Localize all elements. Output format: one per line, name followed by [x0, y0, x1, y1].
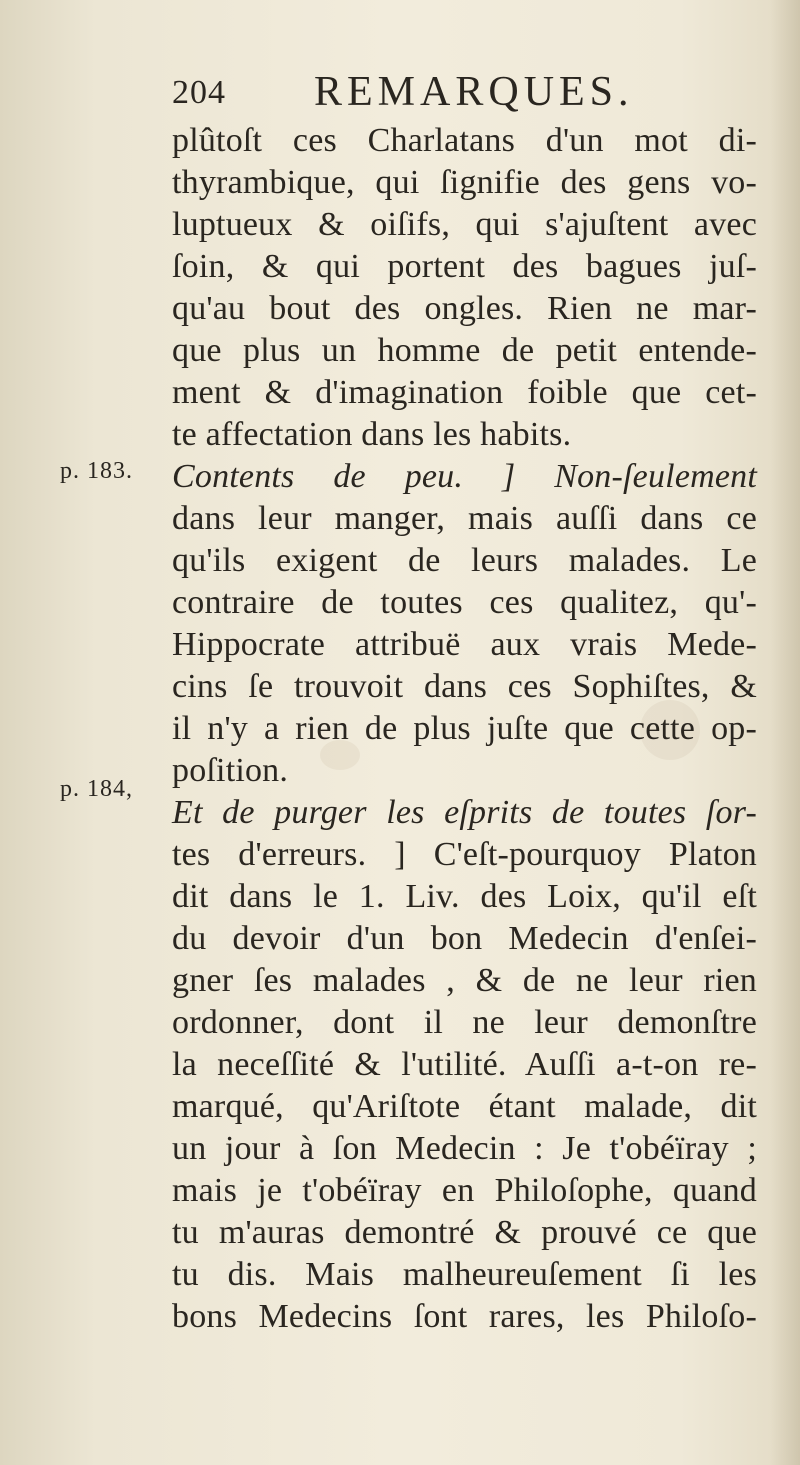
text-line: Et de purger les eſprits de toutes ſor-: [172, 794, 757, 831]
text-line: du devoir d'un bon Medecin d'enſei-: [172, 920, 757, 957]
text-line: thyrambique, qui ſignifie des gens vo-: [172, 164, 757, 201]
text-line: bons Medecins ſont rares, les Philoſo-: [172, 1298, 757, 1335]
text-line: contraire de toutes ces qualitez, qu'-: [172, 584, 757, 621]
text-line: poſition.: [172, 752, 289, 789]
margin-note: p. 183.: [60, 458, 133, 484]
text-line: Contents de peu. ] Non-ſeulement: [172, 458, 757, 495]
text-line: que plus un homme de petit entende-: [172, 332, 757, 369]
text-line: luptueux & oiſifs, qui s'ajuſtent avec: [172, 206, 757, 243]
text-line: ordonner, dont il ne leur demonſtre: [172, 1004, 757, 1041]
running-head: REMARQUES.: [314, 69, 634, 115]
text-line: gner ſes malades , & de ne leur rien: [172, 962, 757, 999]
text-line: qu'ils exigent de leurs malades. Le: [172, 542, 757, 579]
page-header: [172, 68, 632, 124]
text-line: te affectation dans les habits.: [172, 416, 572, 453]
text-line: il n'y a rien de plus juſte que cette op-: [172, 710, 757, 747]
text-line: mais je t'obéïray en Philoſophe, quand: [172, 1172, 757, 1209]
text-line: ſoin, & qui portent des bagues juſ-: [172, 248, 757, 285]
text-line: Hippocrate attribuë aux vrais Mede-: [172, 626, 757, 663]
text-line: tu m'auras demontré & prouvé ce que: [172, 1214, 757, 1251]
text-line: dit dans le 1. Liv. des Loix, qu'il eſt: [172, 878, 757, 915]
text-line: dans leur manger, mais auſſi dans ce: [172, 500, 757, 537]
text-line: un jour à ſon Medecin : Je t'obéïray ;: [172, 1130, 757, 1167]
text-line: la neceſſité & l'utilité. Auſſi a-t-on re-: [172, 1046, 757, 1083]
page-number: 204: [172, 74, 226, 111]
text-line: plûtoſt ces Charlatans d'un mot di-: [172, 122, 757, 159]
text-line: cins ſe trouvoit dans ces Sophiſtes, &: [172, 668, 757, 705]
text-line: qu'au bout des ongles. Rien ne mar-: [172, 290, 757, 327]
text-line: tes d'erreurs. ] C'eſt-pourquoy Platon: [172, 836, 757, 873]
body-text: [172, 120, 757, 1338]
text-line: tu dis. Mais malheureuſement ſi les: [172, 1256, 757, 1293]
text-line: ment & d'imagination foible que cet-: [172, 374, 757, 411]
text-line: marqué, qu'Ariſtote étant malade, dit: [172, 1088, 757, 1125]
margin-note: p. 184,: [60, 776, 133, 802]
